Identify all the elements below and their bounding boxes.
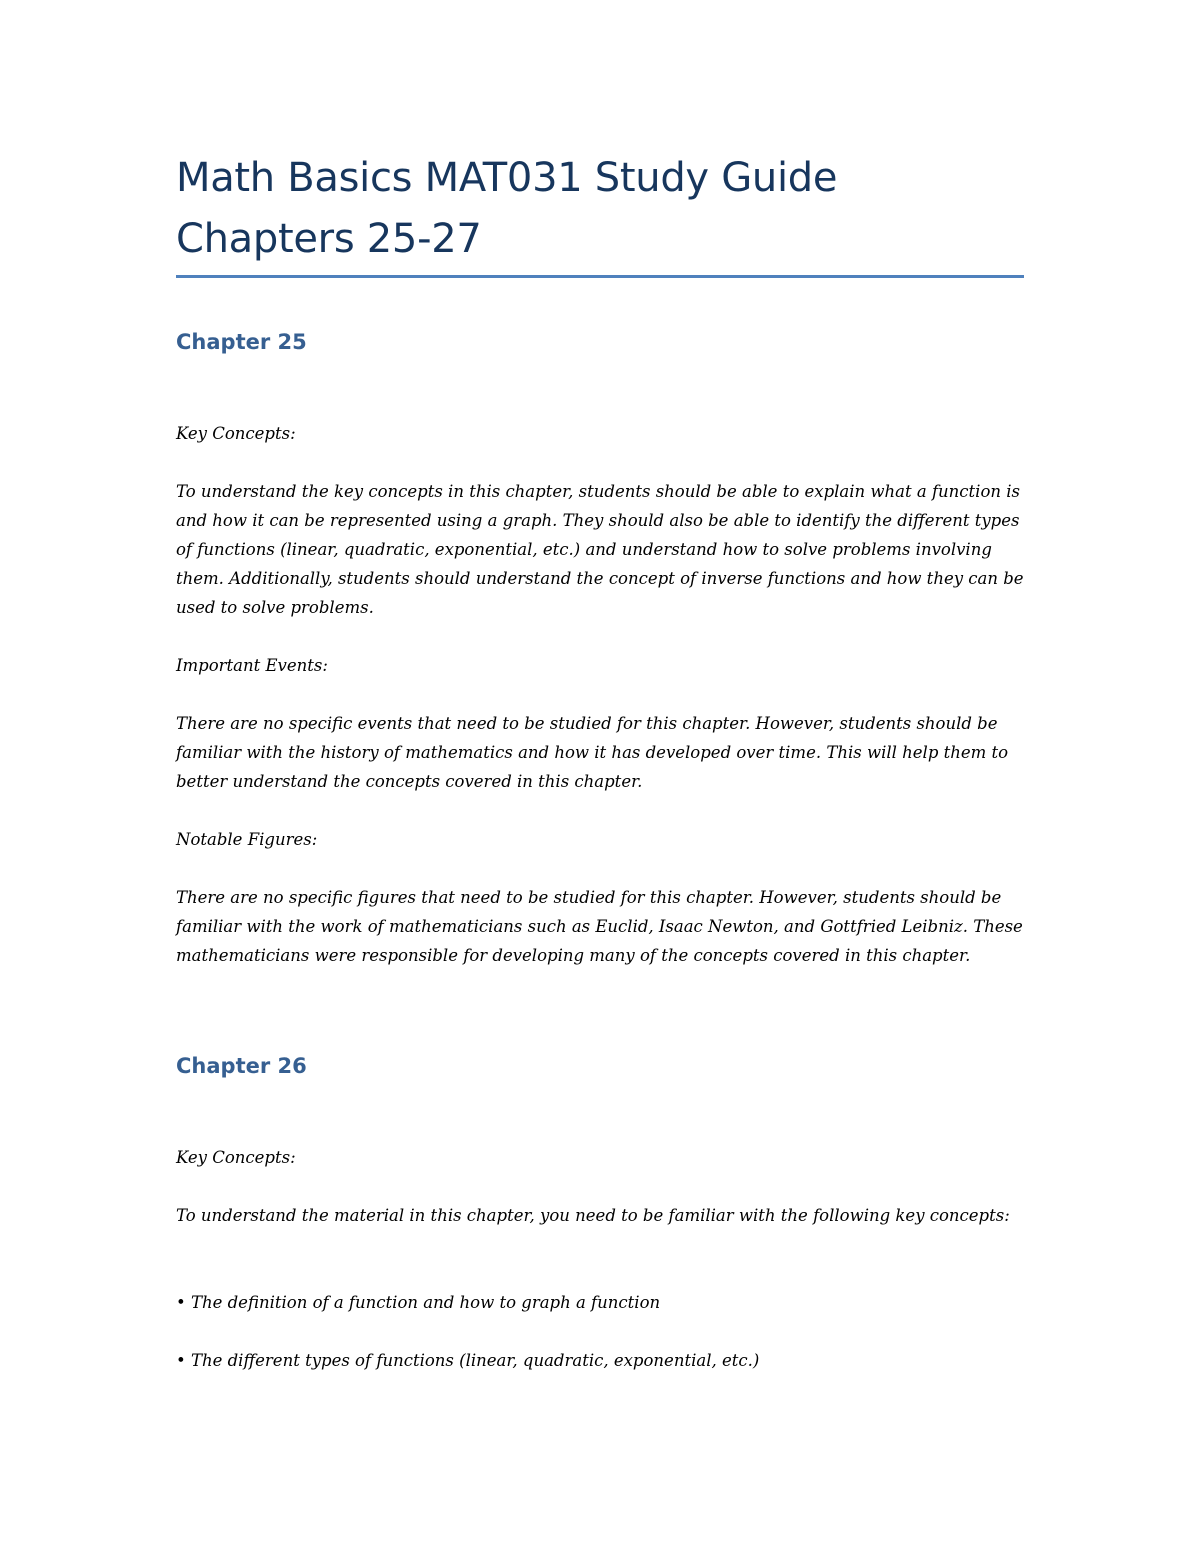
chapter-26-heading: Chapter 26 [176, 1054, 307, 1078]
notable-figures-label: Notable Figures: [176, 830, 318, 849]
title-line-1: Math Basics MAT031 Study Guide [176, 155, 838, 201]
key-concepts-text: To understand the key concepts in this chapter, students should be able to explain what a function is and how it can be represented using a graph. They should also be able to identify the different types of functions (linear, quadratic, exponential, etc.) and understand how to solve problems involving them. Additionally, students should understand the concept of inverse functions and how they can be used to solve problems. [176, 482, 1024, 617]
key-concepts-label: Key Concepts: [176, 424, 296, 443]
title-divider [176, 275, 1024, 278]
title-line-2: Chapters 25-27 [176, 216, 482, 262]
notable-figures-text: There are no specific figures that need to be studied for this chapter. However, students should be familiar with the work of mathematicians such as Euclid, Isaac Newton, and Gottfried Leibniz. These mathematicians were responsible for developing many of the concepts covered in this chapter. [176, 888, 1023, 965]
important-events-text: There are no specific events that need to be studied for this chapter. However, students should be familiar with the history of mathematics and how it has developed over time. This will help them to better understand the concepts covered in this chapter. [176, 714, 1009, 791]
list-item: • The definition of a function and how to graph a function [176, 1293, 661, 1312]
chapter-26-key-concepts-label: Key Concepts: [176, 1148, 296, 1167]
document-title [176, 148, 1024, 270]
list-item: • The different types of functions (linear, quadratic, exponential, etc.) [176, 1351, 760, 1370]
chapter-26-key-concepts-intro: To understand the material in this chapter, you need to be familiar with the following key concepts: [176, 1206, 1010, 1225]
chapter-25-heading: Chapter 25 [176, 330, 307, 354]
important-events-label: Important Events: [176, 656, 328, 675]
